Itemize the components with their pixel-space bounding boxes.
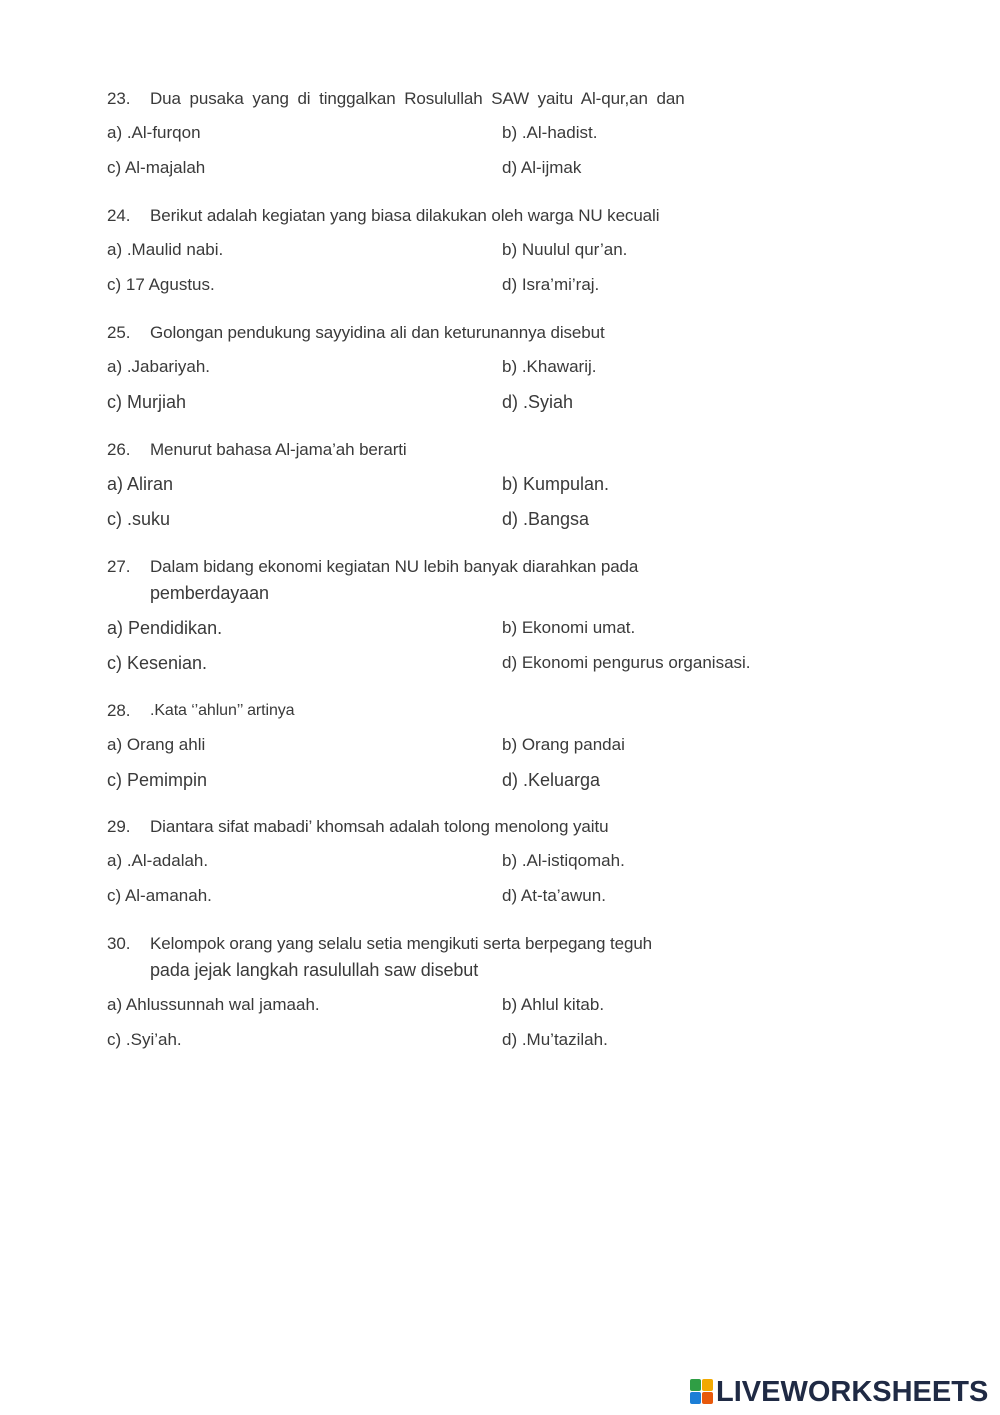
option-a[interactable]: a) .Jabariyah.	[107, 357, 210, 376]
question-text: Diantara sifat mabadi’ khomsah adalah tolong menolong yaitu	[150, 817, 609, 836]
option-d[interactable]: d) .Mu’tazilah.	[502, 1030, 608, 1049]
option-b[interactable]: b) .Al-istiqomah.	[502, 851, 625, 870]
question-number: 24.	[107, 206, 131, 225]
question-text: Kelompok orang yang selalu setia mengikuti serta berpegang teguh	[150, 934, 653, 953]
option-b[interactable]: b) Orang pandai	[502, 735, 625, 754]
question-number: 25.	[107, 323, 131, 342]
question-number: 26.	[107, 440, 131, 459]
liveworksheets-logo	[690, 1376, 988, 1408]
question-number: 23.	[107, 89, 131, 108]
option-d[interactable]: d) .Syiah	[502, 392, 574, 412]
option-b[interactable]: b) Kumpulan.	[502, 474, 610, 494]
option-c[interactable]: c) .Syi’ah.	[107, 1030, 182, 1049]
option-b[interactable]: b) .Khawarij.	[502, 357, 597, 376]
option-d[interactable]: d) .Bangsa	[502, 509, 590, 529]
question-text: Dua pusaka yang di tinggalkan Rosulullah SAW yaitu Al-qur,an dan	[150, 89, 685, 108]
option-c[interactable]: c) .suku	[107, 509, 171, 529]
question-number: 30.	[107, 934, 131, 953]
question-text: Golongan pendukung sayyidina ali dan keturunannya disebut	[150, 323, 605, 342]
question-number: 29.	[107, 817, 131, 836]
brand-name: LIVEWORKSHEETS	[716, 1375, 989, 1408]
question-number: 28.	[107, 701, 131, 720]
question-number: 27.	[107, 557, 131, 576]
question-text: Dalam bidang ekonomi kegiatan NU lebih banyak diarahkan pada	[150, 557, 639, 576]
option-d[interactable]: d) Isra’mi’raj.	[502, 275, 600, 294]
option-a[interactable]: a) Aliran	[107, 474, 174, 494]
option-a[interactable]: a) Pendidikan.	[107, 618, 223, 638]
question-text: .Kata ‘’ahlun’’ artinya	[150, 702, 295, 719]
question-text-continued: pada jejak langkah rasulullah saw disebut	[150, 960, 479, 980]
option-c[interactable]: c) Kesenian.	[107, 653, 208, 673]
logo-icon	[690, 1379, 714, 1405]
option-b[interactable]: b) Ekonomi umat.	[502, 618, 636, 637]
option-b[interactable]: b) Nuulul qur’an.	[502, 240, 628, 259]
option-b[interactable]: b) Ahlul kitab.	[502, 995, 605, 1014]
option-c[interactable]: c) Murjiah	[107, 392, 187, 412]
option-a[interactable]: a) Ahlussunnah wal jamaah.	[107, 995, 320, 1014]
question-text: Menurut bahasa Al-jama’ah berarti	[150, 440, 407, 459]
option-b[interactable]: b) .Al-hadist.	[502, 123, 598, 142]
option-a[interactable]: a) .Maulid nabi.	[107, 240, 224, 259]
option-c[interactable]: c) Al-majalah	[107, 158, 206, 177]
option-d[interactable]: d) Ekonomi pengurus organisasi.	[502, 653, 751, 672]
option-d[interactable]: d) At-ta’awun.	[502, 886, 606, 905]
option-d[interactable]: d) .Keluarga	[502, 770, 601, 790]
option-a[interactable]: a) Orang ahli	[107, 735, 206, 754]
option-c[interactable]: c) Al-amanah.	[107, 886, 212, 905]
question-text: Berikut adalah kegiatan yang biasa dilakukan oleh warga NU kecuali	[150, 206, 660, 225]
option-a[interactable]: a) .Al-adalah.	[107, 851, 209, 870]
option-d[interactable]: d) Al-ijmak	[502, 158, 582, 177]
question-text-continued: pemberdayaan	[150, 583, 269, 603]
option-c[interactable]: c) Pemimpin	[107, 770, 208, 790]
option-c[interactable]: c) 17 Agustus.	[107, 275, 215, 294]
option-a[interactable]: a) .Al-furqon	[107, 123, 201, 142]
